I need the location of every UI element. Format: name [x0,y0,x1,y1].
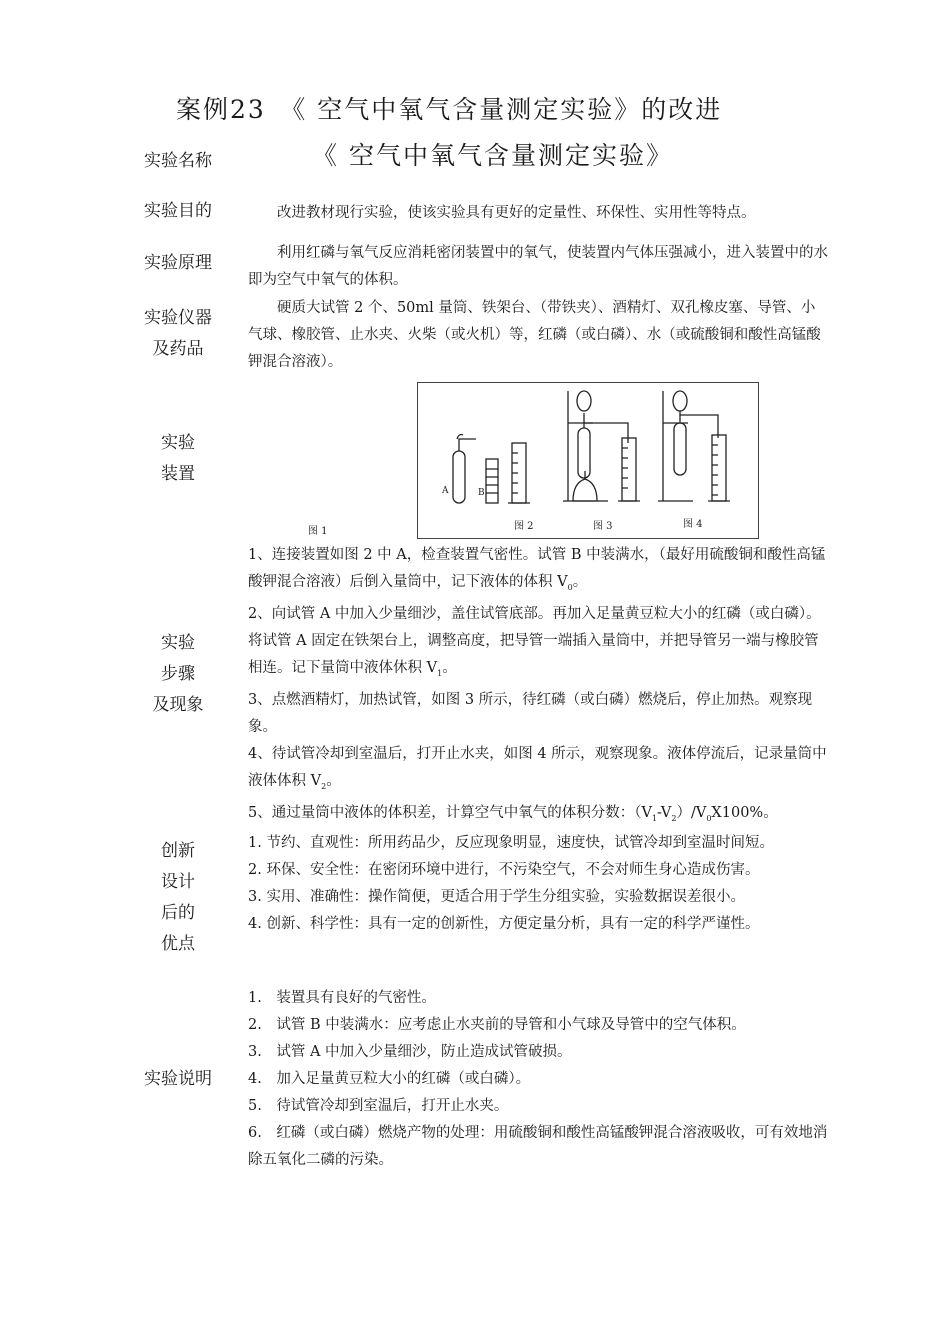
label-principle: 实验原理 [144,253,212,273]
purpose-text [248,200,828,227]
label-advantages [128,836,228,960]
experiment-name: 《 空气中氧气含量测定实验》 [312,141,673,170]
label-apparatus [128,428,228,490]
steps-text [248,542,828,832]
advantage-1: 1. 节约、直观性：所用药品少，反应现象明显，速度快，试管冷却到室温时间短。 [248,835,774,851]
label-steps-line3: 及现象 [152,695,204,715]
test-tube-b-drawing [486,459,498,503]
label-tube-b: B [478,488,485,498]
stand-4-drawing [658,391,718,501]
apparatus-figure [417,382,759,539]
note-4: 4. 加入足量黄豆粒大小的红磷（或白磷）。 [248,1071,531,1087]
step-4: 4、待试管冷却到室温后，打开止水夹，如图 4 所示，观察现象。液体停流后，记录量筒中液体体积 $V_2$。 [248,745,827,791]
measuring-cylinder-3-drawing [618,438,640,501]
note-5: 5. 待试管冷却到室温后，打开止水夹。 [248,1098,509,1114]
label-materials-line1: 实验仪器 [144,308,212,328]
purpose-paragraph: 改进教材现行实验，使该实验具有更好的定量性、环保性、实用性等特点。 [277,205,756,221]
materials-text [248,295,828,376]
label-purpose: 实验目的 [144,201,212,221]
label-advantages-line1: 创新 [161,841,195,861]
measuring-cylinder-2-drawing [508,443,530,503]
notes-text [248,985,828,1174]
label-tube-a: A [442,486,449,496]
principle-text [248,240,828,294]
label-steps-line2: 步骤 [161,664,195,684]
label-steps [128,628,228,721]
step-1: 1、连接装置如图 2 中 A，检查装置气密性。试管 B 中装满水，（最好用硫酸铜和酸性高锰酸钾混合溶液）后倒入量筒中，记下液体的体积 $V_0$。 [248,547,826,592]
note-1: 1. 装置具有良好的气密性。 [248,990,436,1006]
figure-2-caption: 图 2 [514,521,534,532]
advantage-2: 2. 环保、安全性：在密闭环境中进行，不污染空气，不会对师生身心造成伤害。 [248,862,760,878]
label-materials [128,303,228,365]
label-advantages-line4: 优点 [161,934,195,954]
label-apparatus-line1: 实验 [161,433,195,453]
step-5: 5、通过量筒中液体的体积差，计算空气中氧气的体积分数：$(V_1-V_2)/V_0X100\%$。 [248,804,778,823]
test-tube-a-drawing [453,435,476,504]
note-2: 2. 试管 B 中装满水：应考虑止水夹前的导管和小气球及导管中的空气体积。 [248,1017,746,1033]
page-title: 案例23 《 空气中氧气含量测定实验》的改进 [176,95,723,124]
advantages-text [248,830,828,938]
materials-paragraph: 硬质大试管 2 个、50ml 量筒、铁架台、（带铁夹）、酒精灯、双孔橡皮塞、导管、小气球、橡胶管、止水夹、火柴（或火机）等，红磷（或白磷）、水（或硫酸铜和酸性高锰酸钾混合溶液）。 [248,300,821,370]
advantage-4: 4. 创新、科学性：具有一定的创新性，方便定量分析，具有一定的科学严谨性。 [248,916,760,932]
note-6: 6. 红磷（或白磷）燃烧产物的处理：用硫酸铜和酸性高锰酸钾混合溶液吸收，可有效地消除五氧化二磷的污染。 [248,1125,828,1168]
label-apparatus-line2: 装置 [161,464,195,484]
label-notes: 实验说明 [144,1069,212,1089]
figure-4-caption: 图 4 [683,519,703,530]
step-3: 3、点燃酒精灯，加热试管，如图 3 所示，待红磷（或白磷）燃烧后，停止加热。观察现象。 [248,691,813,735]
measuring-cylinder-4-drawing [708,435,730,501]
label-advantages-line3: 后的 [161,903,195,923]
figure-3-caption: 图 3 [593,521,613,532]
label-experiment-name: 实验名称 [144,151,212,171]
advantage-3: 3. 实用、准确性：操作简便，更适合用于学生分组实验，实验数据误差很小。 [248,889,745,905]
step-2: 2、向试管 A 中加入少量细沙，盖住试管底部。再加入足量黄豆粒大小的红磷（或白磷）。将试管 A 固定在铁架台上，调整高度，把导管一端插入量筒中，并把导管另一端与橡胶管相连。记下量筒中液体休积 $V_1$。 [248,605,821,678]
note-3: 3. 试管 A 中加入少量细沙，防止造成试管破损。 [248,1044,572,1060]
apparatus-drawing [418,383,758,538]
label-advantages-line2: 设计 [161,872,195,892]
stand-3-drawing [563,391,628,501]
label-steps-line1: 实验 [161,633,195,653]
label-materials-line2: 及药品 [152,339,204,359]
principle-paragraph: 利用红磷与氧气反应消耗密闭装置中的氧气，使装置内气体压强减小，进入装置中的水即为空气中氧气的体积。 [248,245,828,288]
figure-1-caption: 图 1 [308,526,328,537]
